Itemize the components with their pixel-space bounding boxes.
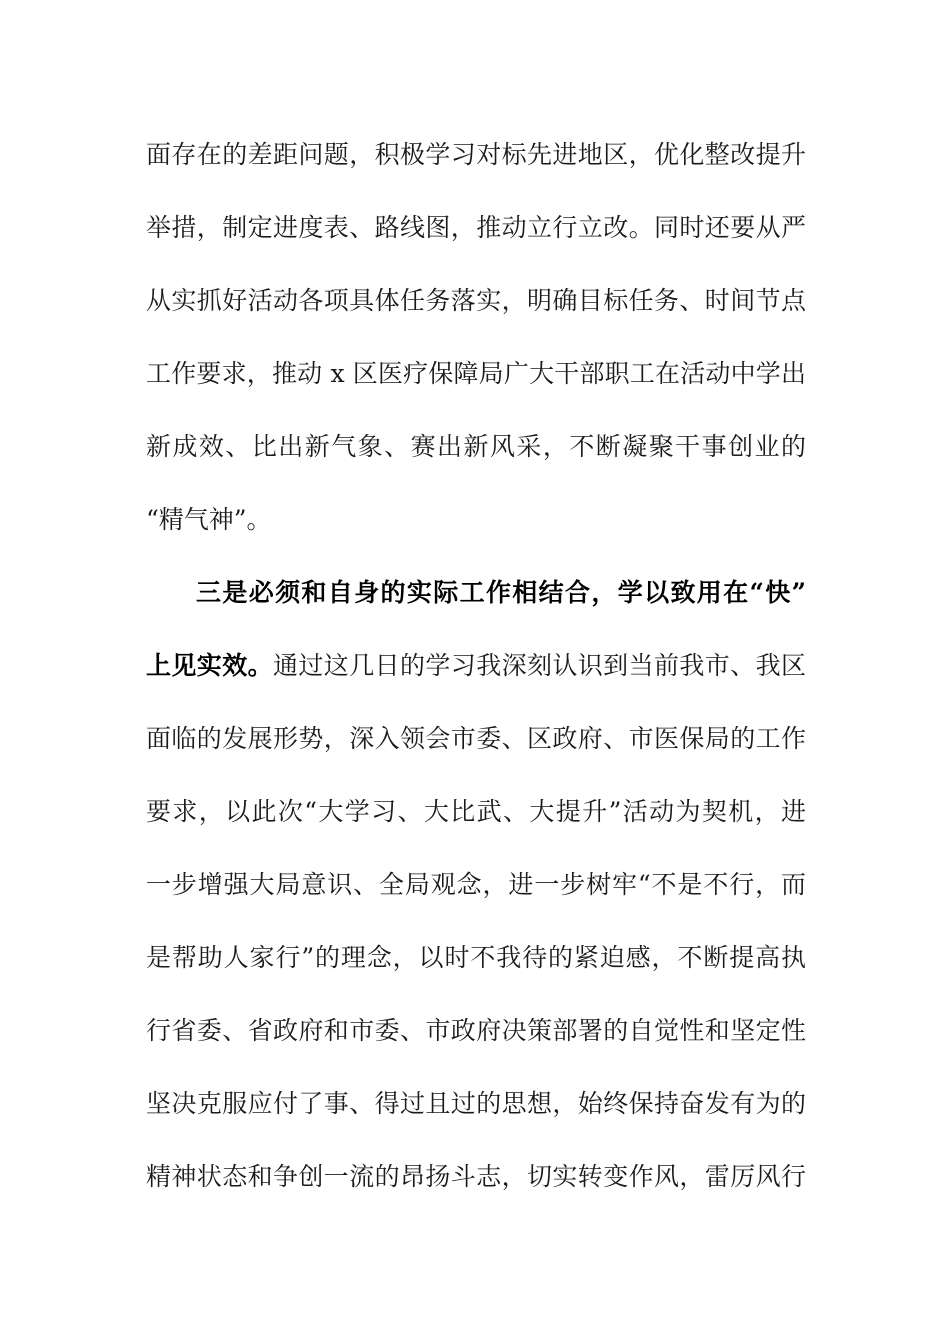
paragraph-1-line-6: “精气神”。: [146, 505, 272, 534]
paragraph-2-heading: 三是必须和自身的实际工作相结合，学以致用在“快”: [196, 578, 806, 607]
paragraph-2-line-4: 一步增强大局意识、全局观念，进一步树牢“不是不行，而: [146, 870, 806, 899]
paragraph-2-heading-end: 上见实效。: [146, 651, 273, 680]
paragraph-1-line-2: 举措，制定进度表、路线图，推动立行立改。同时还要从严: [146, 213, 806, 242]
paragraph-1-line-5: 新成效、比出新气象、赛出新风采，不断凝聚干事创业的: [146, 432, 806, 461]
paragraph-1-line-1: 面存在的差距问题，积极学习对标先进地区，优化整改提升: [146, 140, 806, 169]
paragraph-2-line-1-text: 通过这几日的学习我深刻认识到当前我市、我区: [273, 651, 806, 680]
paragraph-2-line-5: 是帮助人家行”的理念，以时不我待的紧迫感，不断提高执: [146, 943, 806, 972]
paragraph-1-line-4: 工作要求，推动 x 区医疗保障局广大干部职工在活动中学出: [146, 359, 806, 388]
paragraph-1-line-3: 从实抓好活动各项具体任务落实，明确目标任务、时间节点: [146, 286, 806, 315]
paragraph-2-line-2: 面临的发展形势，深入领会市委、区政府、市医保局的工作: [146, 724, 806, 753]
paragraph-2-line-3: 要求，以此次“大学习、大比武、大提升”活动为契机，进: [146, 797, 806, 826]
paragraph-2-line-8: 精神状态和争创一流的昂扬斗志，切实转变作风，雷厉风行: [146, 1162, 806, 1191]
paragraph-2-line-7: 坚决克服应付了事、得过且过的思想，始终保持奋发有为的: [146, 1089, 806, 1118]
paragraph-2-line-6: 行省委、省政府和市委、市政府决策部署的自觉性和坚定性: [146, 1016, 806, 1045]
paragraph-2-line-1: [146, 646, 806, 686]
